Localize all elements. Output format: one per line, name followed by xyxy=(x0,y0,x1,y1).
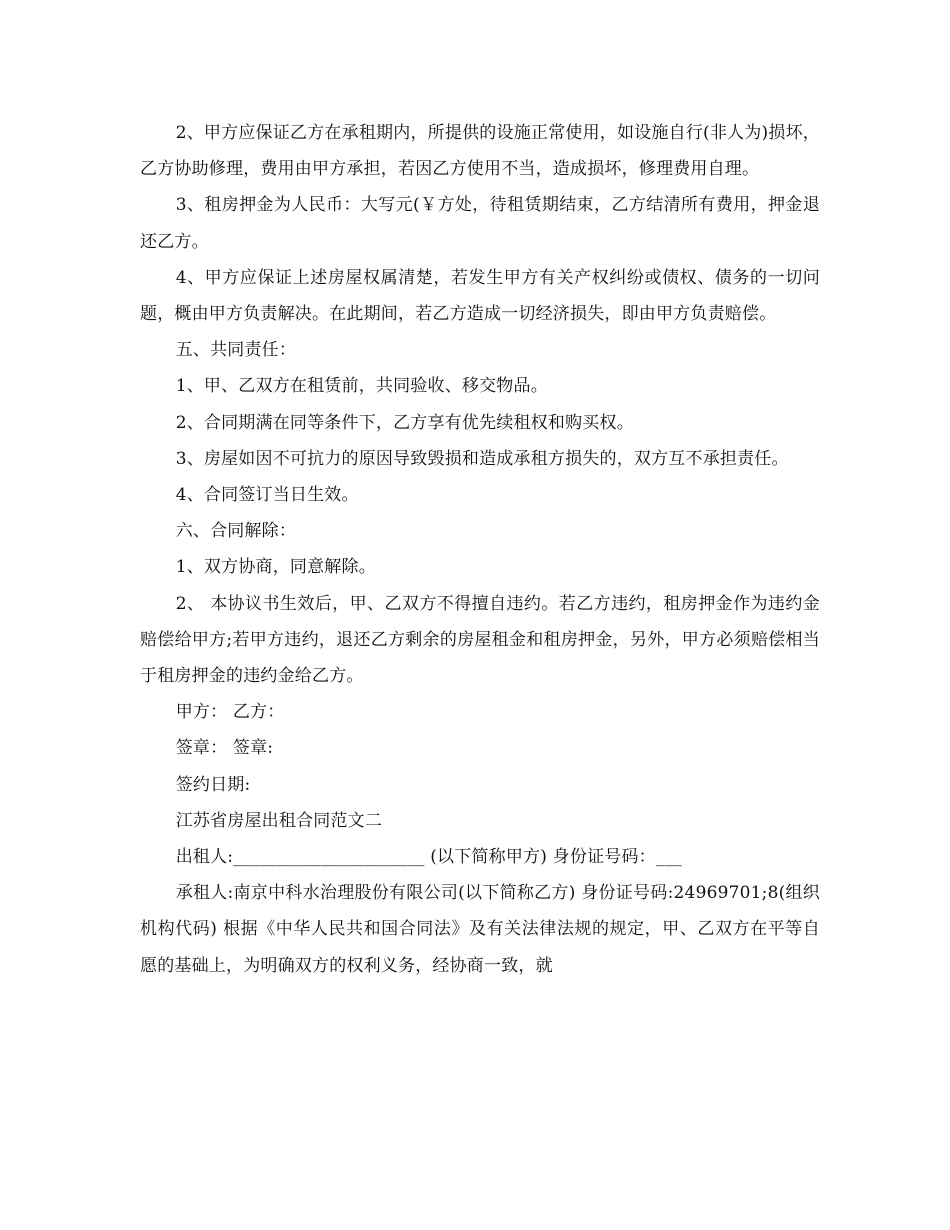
paragraph-effective-date: 4、合同签订当日生效。 xyxy=(175,485,359,506)
paragraph-property-rights: 4、甲方应保证上述房屋权属清楚，若发生甲方有关产权纠纷或债权、债务的一切问题，概由甲方负责解决。在此期间，若乙方造成一切经济损失，即由甲方负责赔偿。 xyxy=(140,267,820,325)
lessor-line: 出租人:______________________ (以下简称甲方) 身份证号码：___ xyxy=(175,847,682,868)
paragraph-breach-penalty: 2、 本协议书生效后，甲、乙双方不得擅自违约。若乙方违约，租房押金作为违约金赔偿给甲方;若甲方违约，退还乙方剩余的房屋租金和租房押金，另外，甲方必须赔偿相当于租房押金的违约金给乙方。 xyxy=(140,593,820,687)
paragraph-force-majeure: 3、房屋如因不可抗力的原因导致毁损和造成承租方损失的，双方互不承担责任。 xyxy=(175,448,789,469)
section-heading-termination: 六、合同解除： xyxy=(175,521,297,542)
paragraph-renewal-priority: 2、合同期满在同等条件下，乙方享有优先续租权和购买权。 xyxy=(175,412,634,433)
lessee-paragraph: 承租人:南京中科水治理股份有限公司(以下简称乙方) 身份证号码:24969701;8(组织机构代码) 根据《中华人民共和国合同法》及有关法律法规的规定，甲、乙双方在平等自愿的基础上，为明确双方的权利义务，经协商一致，就 xyxy=(140,883,820,976)
paragraph-mutual-termination: 1、双方协商，同意解除。 xyxy=(175,557,376,578)
paragraph-joint-inspection: 1、甲、乙双方在租赁前，共同验收、移交物品。 xyxy=(175,376,548,397)
paragraph-facility-repair: 2、甲方应保证乙方在承租期内，所提供的设施正常使用，如设施自行(非人为)损坏，乙方协助修理，费用由甲方承担，若因乙方使用不当，造成损坏，修理费用自理。 xyxy=(140,123,820,180)
second-contract-title: 江苏省房屋出租合同范文二 xyxy=(175,810,383,831)
signature-parties-line: 甲方： 乙方： xyxy=(175,702,285,723)
paragraph-deposit: 3、租房押金为人民币：大写元(￥方处，待租赁期结束，乙方结清所有费用，押金退还乙方。 xyxy=(140,195,820,252)
document-body xyxy=(140,115,820,984)
signing-date-line: 签约日期: xyxy=(175,774,251,795)
signature-seal-line: 签章： 签章: xyxy=(175,738,274,759)
section-heading-joint-responsibility: 五、共同责任： xyxy=(175,340,297,361)
